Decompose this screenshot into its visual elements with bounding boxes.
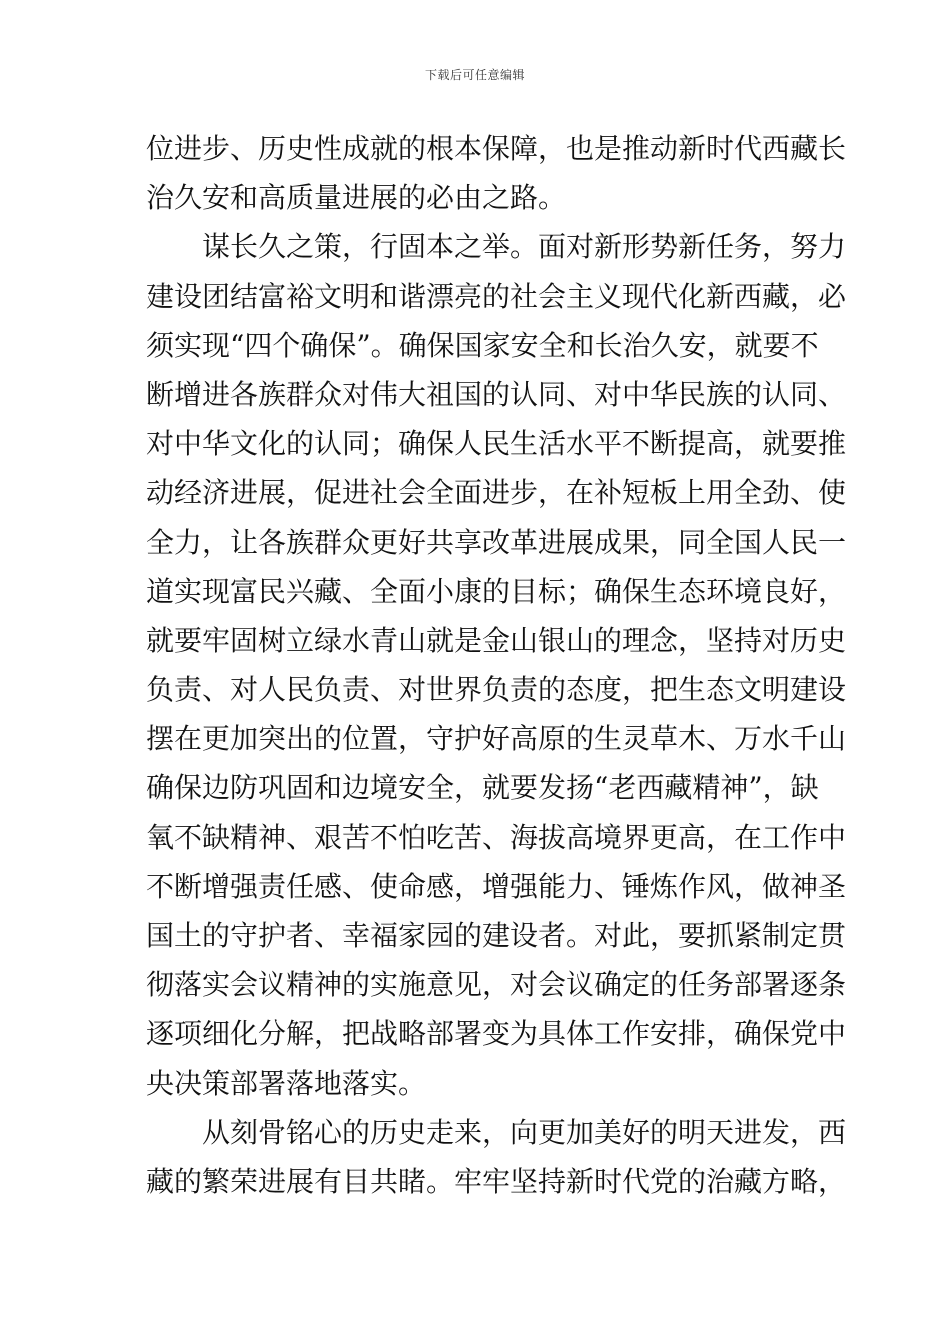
text-line: 全力，让各族群众更好共享改革进展成果，同全国人民一 [146, 525, 847, 559]
text-line: 央决策部署落地落实。 [146, 1066, 427, 1100]
text-line: 位进步、历史性成就的根本保障，也是推动新时代西藏长 [146, 132, 847, 165]
text-line: 彻落实会议精神的实施意见，对会议确定的任务部署逐条 [146, 968, 847, 1002]
text-line: 氧不缺精神、艰苦不怕吃苦、海拔高境界更高，在工作中 [146, 820, 847, 854]
text-line: 不断增强责任感、使命感，增强能力、锤炼作风，做神圣 [146, 869, 847, 903]
header-note: 下载后可任意编辑 [424, 68, 525, 82]
text-line: 建设团结富裕文明和谐漂亮的社会主义现代化新西藏，必 [146, 279, 847, 313]
text-line: 国土的守护者、幸福家园的建设者。对此，要抓紧制定贯 [146, 919, 847, 952]
text-line: 藏的繁荣进展有目共睹。牢牢坚持新时代党的治藏方略， [146, 1164, 847, 1198]
paragraph-start-line: 从刻骨铭心的历史走来，向更加美好的明天进发，西 [202, 1115, 847, 1149]
document-body [146, 124, 847, 1206]
text-line: 动经济进展，促进社会全面进步，在补短板上用全劲、使 [146, 476, 847, 510]
text-line: 确保边防巩固和边境安全，就要发扬“老西藏精神”，缺 [146, 771, 819, 805]
text-line: 就要牢固树立绿水青山就是金山银山的理念，坚持对历史 [146, 623, 847, 657]
paragraph-start-line: 谋长久之策，行固本之举。面对新形势新任务，努力 [202, 230, 847, 264]
text-line: 断增进各族群众对伟大祖国的认同、对中华民族的认同、 [146, 377, 847, 411]
text-line: 负责、对人民负责、对世界负责的态度，把生态文明建设 [146, 673, 847, 707]
text-line: 道实现富民兴藏、全面小康的目标；确保生态环境良好， [146, 574, 847, 608]
text-line: 须实现“四个确保”。确保国家安全和长治久安，就要不 [146, 328, 819, 362]
text-line: 逐项细化分解，把战略部署变为具体工作安排，确保党中 [146, 1017, 847, 1051]
text-line: 对中华文化的认同；确保人民生活水平不断提高，就要推 [146, 427, 847, 461]
text-line: 治久安和高质量进展的必由之路。 [146, 181, 567, 215]
text-line: 摆在更加突出的位置，守护好高原的生灵草木、万水千山 [146, 722, 847, 756]
